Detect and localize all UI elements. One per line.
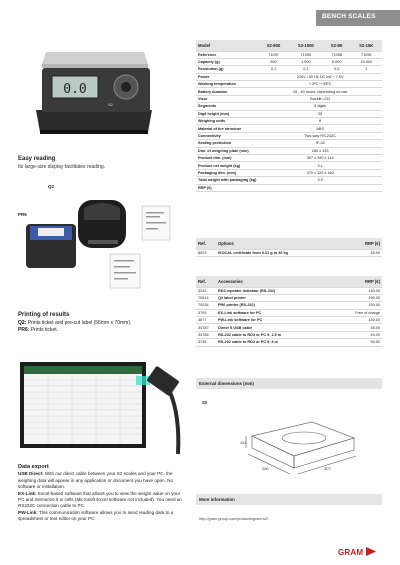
accessory-row xyxy=(196,339,382,346)
specs-row xyxy=(196,73,382,80)
specs-cell: 71097 xyxy=(258,51,288,58)
more-info-header: More information xyxy=(196,494,382,505)
accessory-name: RS-232 cable to RD3 or PC 9, 4 m xyxy=(216,339,346,346)
accessory-name: EX-Link software for PC xyxy=(216,309,346,316)
dimension-depth: 280 xyxy=(262,466,269,471)
specs-row xyxy=(196,147,382,154)
option-ref: 8023 xyxy=(196,249,216,256)
option-row xyxy=(196,249,382,256)
pr6-printer-tag: PR6 xyxy=(18,212,27,217)
specs-header-cell: Model xyxy=(196,40,258,51)
specs-row-label: Resolution (g) xyxy=(196,66,258,73)
specs-cell: 71095 xyxy=(289,51,323,58)
accessory-price: 140.00 xyxy=(346,287,382,294)
accessories-header-cell: RRP (€) xyxy=(346,276,382,287)
scale-display-reading: 0.0 xyxy=(63,82,87,97)
specs-cell: 0,1 xyxy=(258,66,288,73)
specs-row xyxy=(196,66,382,73)
accessory-price: 150.00 xyxy=(346,302,382,309)
accessories-header-cell: Ref. xyxy=(196,276,216,287)
specs-row-label: Weighing units xyxy=(196,118,258,125)
specs-cell: ABS xyxy=(258,125,382,132)
accessory-ref: 3735 xyxy=(196,339,216,346)
scale-product-image xyxy=(30,44,158,140)
accessory-ref: 70034 xyxy=(196,302,216,309)
q2-label: Q2: xyxy=(18,320,27,326)
dimension-width: 307 xyxy=(324,466,331,471)
specs-header-cell: S2-15K xyxy=(350,40,382,51)
external-dimensions-drawing xyxy=(200,394,382,480)
specs-cell: 8 xyxy=(258,118,382,125)
specs-cell: 230V / 50 Hz DC in5 ~ 7,5V xyxy=(258,73,382,80)
accessory-ref: 34788 xyxy=(196,331,216,338)
accessory-price: 54.00 xyxy=(346,339,382,346)
pc-export-image xyxy=(18,356,186,456)
accessory-ref: 34787 xyxy=(196,324,216,331)
specs-row-label: RRP (€) xyxy=(196,184,258,191)
ex-link-text: Excel-based software that allows you to view the weight value on your PC and memorize it in cells (Microsoft Excel software not included). You need an RS232C connection cable to PC. xyxy=(18,490,182,509)
specs-row-label: Product dim. (mm) xyxy=(196,154,258,161)
accessory-row xyxy=(196,331,382,338)
pw-link-label: PW-Link: xyxy=(18,509,38,515)
easy-reading-text: Its large-size display facilitates reading. xyxy=(18,164,105,170)
specs-row xyxy=(196,132,382,139)
specs-cell: 25 xyxy=(258,110,382,117)
printing-description xyxy=(18,320,188,334)
options-header-cell: RRP (€) xyxy=(346,238,382,249)
more-info-link[interactable]: http://gram-group.com/products/gram-s2/ xyxy=(199,517,269,521)
specs-row xyxy=(196,58,382,65)
external-dimensions-header: External dimensions (mm) xyxy=(196,378,382,389)
specs-cell: 5 digits xyxy=(258,103,382,110)
dimension-model-label: S2 xyxy=(202,400,208,405)
specs-row-label: Reference xyxy=(196,51,258,58)
accessory-row xyxy=(196,294,382,301)
accessory-price: 44.00 xyxy=(346,331,382,338)
accessory-ref: 3793 xyxy=(196,309,216,316)
specs-cell: 307 x 280 x 114 xyxy=(258,154,382,161)
specs-row xyxy=(196,51,382,58)
specs-cell: 15.000 xyxy=(350,58,382,65)
pr6-label: PR6: xyxy=(18,327,30,333)
usb-direct-label: USB Direct: xyxy=(18,471,44,477)
accessory-name: RD3 repeater indicator (RS-232) xyxy=(216,287,346,294)
specs-row-label: Digit height (mm) xyxy=(196,110,258,117)
accessory-price: 190.00 xyxy=(346,294,382,301)
specs-row-label: Packaging dim. (mm) xyxy=(196,169,258,176)
printing-title: Printing of results xyxy=(18,312,70,318)
specs-cell: 280 x 193 xyxy=(258,147,382,154)
accessories-header-row xyxy=(196,276,382,287)
accessory-price: 140.00 xyxy=(346,317,382,324)
specs-row xyxy=(196,118,382,125)
specs-row xyxy=(196,125,382,132)
specs-row xyxy=(196,184,382,191)
specs-row xyxy=(196,88,382,95)
accessory-name: Q2 label printer xyxy=(216,294,346,301)
printers-illustration xyxy=(18,184,178,289)
accessory-row xyxy=(196,317,382,324)
accessory-name: RS-232 cable to RD3 or PC 9, 1.5 m xyxy=(216,331,346,338)
specs-cell: 800 xyxy=(258,58,288,65)
specs-row-label: Working temperature xyxy=(196,81,258,88)
scale-model-label: S2 xyxy=(108,102,113,107)
specs-row xyxy=(196,162,382,169)
specs-cell: 1.500 xyxy=(289,58,323,65)
options-header-cell: Options xyxy=(216,238,346,249)
specs-row xyxy=(196,140,382,147)
specs-row xyxy=(196,177,382,184)
specs-header-row xyxy=(196,40,382,51)
q2-printer-tag: Q2 xyxy=(48,184,55,189)
specs-cell: IP-32 xyxy=(258,140,382,147)
gram-logo: GRAM xyxy=(338,548,364,557)
accessories-table xyxy=(196,276,382,347)
specs-cell: 71098 xyxy=(323,51,350,58)
specs-row-label: Visor xyxy=(196,95,258,102)
pr6-text: Prints ticket. xyxy=(29,327,59,333)
easy-reading-title: Easy reading xyxy=(18,156,56,162)
specs-header-cell: S2-8K xyxy=(323,40,350,51)
section-title: BENCH SCALES xyxy=(322,13,376,20)
ex-link-label: EX-Link: xyxy=(18,490,37,496)
specs-cell: 3,9 xyxy=(258,177,382,184)
gram-logo-mark-icon xyxy=(366,547,376,556)
specs-table xyxy=(196,40,382,192)
accessory-name: PW-Link software for PC xyxy=(216,317,346,324)
accessory-ref: 70814 xyxy=(196,294,216,301)
specs-row-label: Product net weight (kg) xyxy=(196,162,258,169)
specs-cell: 3,1 xyxy=(258,162,382,169)
specs-header-cell: S2-1500 xyxy=(289,40,323,51)
specs-cell: Backlit LCD xyxy=(258,95,382,102)
accessory-row xyxy=(196,302,382,309)
accessory-name: PR6 printer (RS-232) xyxy=(216,302,346,309)
accessory-name: Direct S USB cable xyxy=(216,324,346,331)
specs-cell xyxy=(258,184,382,191)
specs-row xyxy=(196,95,382,102)
accessory-price: Free of charge xyxy=(346,309,382,316)
specs-row xyxy=(196,103,382,110)
specs-row-label: Segments xyxy=(196,103,258,110)
specs-cell: 0,1 xyxy=(289,66,323,73)
specs-row-label: Sealing protection xyxy=(196,140,258,147)
pw-link-text: This communication software allows you to send reading data to a spreadsheet or text editor on your PC. xyxy=(18,509,174,522)
specs-row xyxy=(196,169,382,176)
options-table xyxy=(196,238,382,257)
specs-cell: 71096 xyxy=(350,51,382,58)
accessory-ref: 4877 xyxy=(196,317,216,324)
specs-header-cell: S2-800 xyxy=(258,40,288,51)
accessory-price: 45.00 xyxy=(346,324,382,331)
options-header-cell: Ref. xyxy=(196,238,216,249)
accessory-row xyxy=(196,287,382,294)
accessory-row xyxy=(196,309,382,316)
options-header-row xyxy=(196,238,382,249)
data-export-section xyxy=(18,464,186,523)
specs-cell: 15 - 40 hours, depending on use xyxy=(258,88,382,95)
specs-row-label: Power xyxy=(196,73,258,80)
specs-row-label: Material of the structure xyxy=(196,125,258,132)
accessory-row xyxy=(196,324,382,331)
q2-text: Prints ticket and pre-cut label (56mm x 70mm). xyxy=(26,320,132,326)
specs-row xyxy=(196,110,382,117)
data-export-title: Data export xyxy=(18,464,49,470)
specs-row xyxy=(196,81,382,88)
specs-cell: 370 x 320 x 160 xyxy=(258,169,382,176)
dimension-height: 114 xyxy=(240,440,247,445)
specs-cell: 0,5 xyxy=(323,66,350,73)
specs-cell: Two-way RS-232C xyxy=(258,132,382,139)
specs-cell: 8.000 xyxy=(323,58,350,65)
accessory-ref: 3243 xyxy=(196,287,216,294)
option-name: ISOCAL certificate from 0.01 g to 30 kg xyxy=(216,249,346,256)
specs-row xyxy=(196,154,382,161)
specs-row-label: Total weight with packaging (kg) xyxy=(198,178,257,183)
specs-cell: 1 xyxy=(350,66,382,73)
specs-row-label: Connectivity xyxy=(196,132,258,139)
specs-row-label: Dim. of weighing plate (mm) xyxy=(196,147,258,154)
specs-row-label: Capacity (g) xyxy=(196,58,258,65)
accessories-header-cell: Accessories xyxy=(216,276,346,287)
option-price: 45.00 xyxy=(346,249,382,256)
usb-direct-text: With our direct cable between your S2 scales and your PC, the weighing data will appear in any application or document you have open. No software or installation. xyxy=(18,471,174,490)
specs-row-label: Battery duration xyxy=(196,88,258,95)
specs-cell: +-5ºC~+35ºC xyxy=(258,81,382,88)
printers-image xyxy=(18,184,178,289)
section-header xyxy=(316,10,400,26)
